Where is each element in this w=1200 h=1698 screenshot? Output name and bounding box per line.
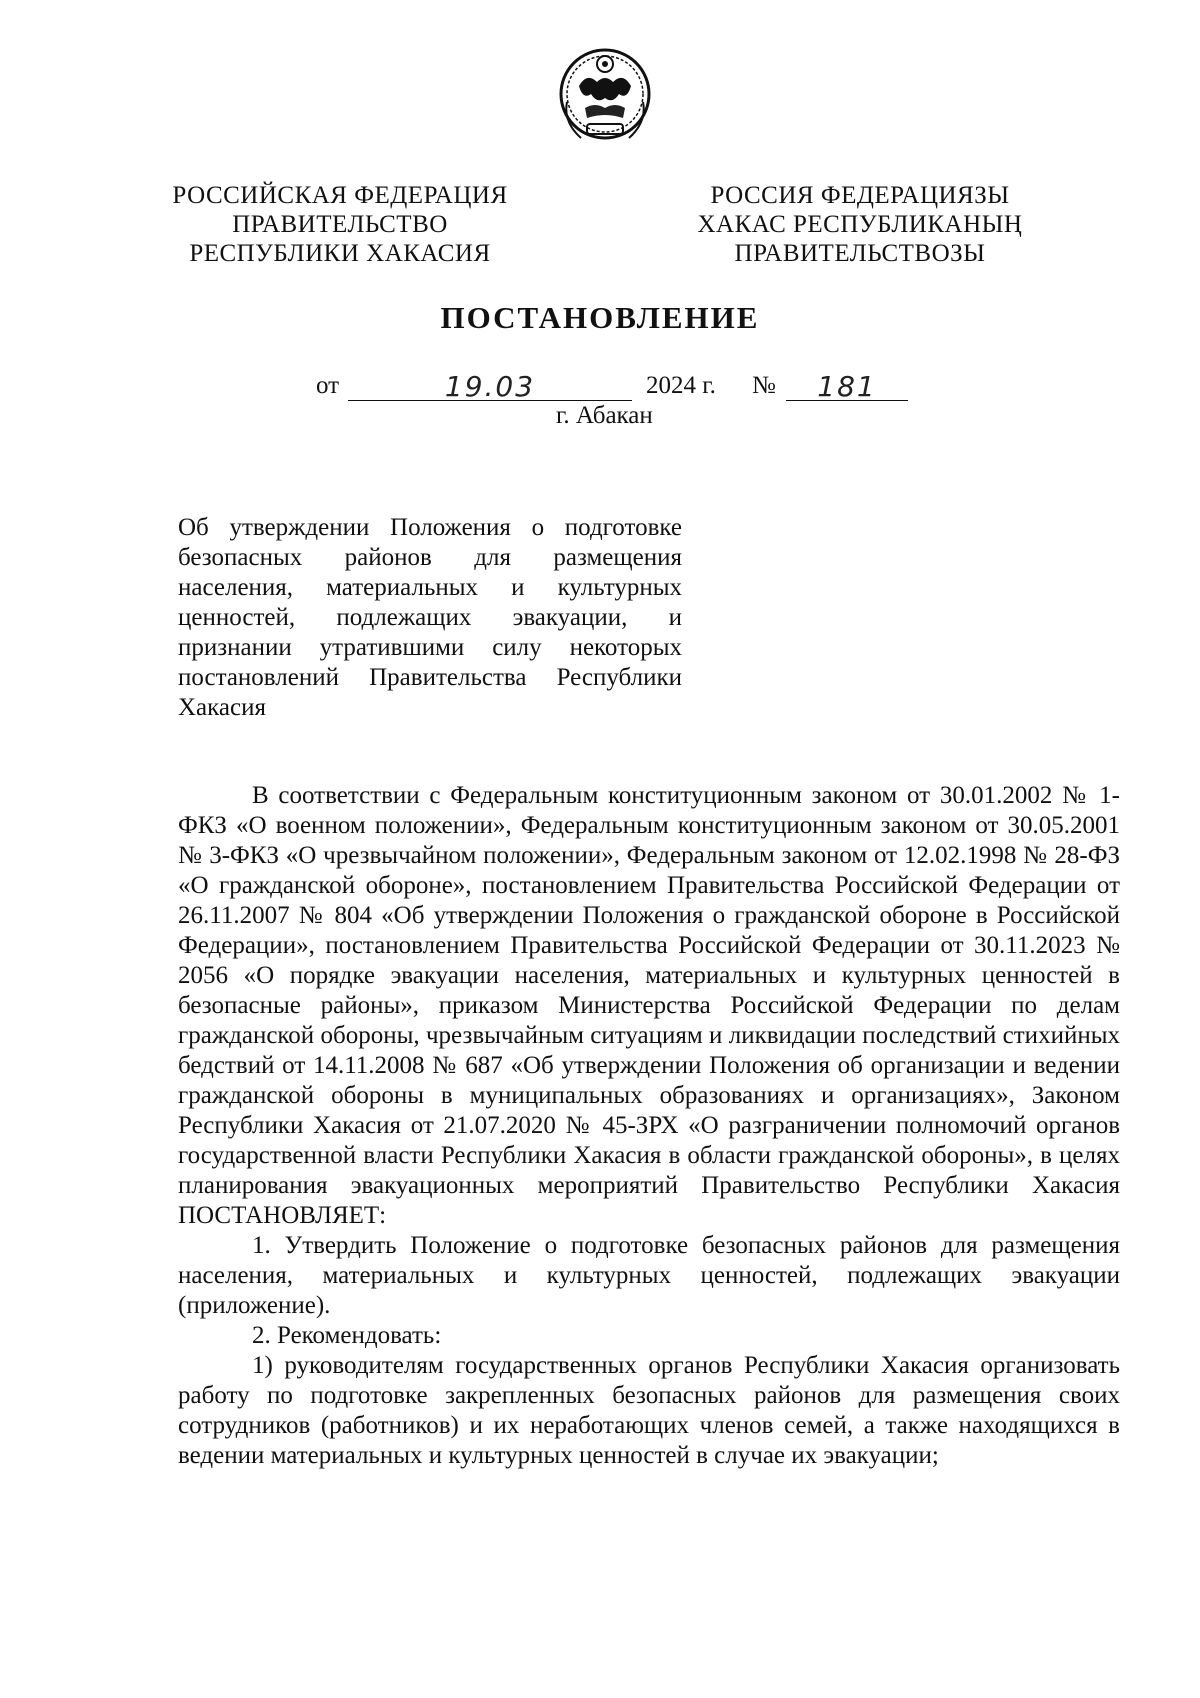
- header-right-line: РОССИЯ ФЕДЕРАЦИЯЗЫ: [710, 182, 1010, 209]
- document-title: ПОСТАНОВЛЕНИЕ: [440, 300, 760, 335]
- date-year: 2024 г.: [646, 372, 716, 399]
- header-right: [680, 181, 1040, 268]
- number-field: [786, 370, 908, 401]
- body-paragraph-preamble: В соответствии с Федеральным конституционным законом от 30.01.2002 № 1-ФКЗ «О военном положении», Федеральным конституционным законом от 30.05.2001 № 3-ФКЗ «О чрезвычайном положении», Федеральным законом от 12.02.1998 № 28-ФЗ «О гражданской обороне», постановлением Правительства Российской Федерации от 26.11.2007 № 804 «Об утверждении Положения о гражданской обороне в Российской Федерации», постановлением Правительства Российской Федерации от 30.11.2023 № 2056 «О порядке эвакуации населения, материальных и культурных ценностей в безопасные районы», приказом Министерства Российской Федерации по делам гражданской обороны, чрезвычайным ситуациям и ликвидации последствий стихийных бедствий от 14.11.2008 № 687 «Об утверждении Положения об организации и ведении гражданской обороны в муниципальных образованиях и организациях», Законом Республики Хакасия от 21.07.2020 № 45-ЗРХ «О разграничении полномочий органов государственной власти Республики Хакасия в области гражданской обороны», в целях планирования эвакуационных мероприятий Правительство Республики Хакасия ПОСТАНОВЛЯЕТ:: [178, 782, 1120, 1229]
- number-handwritten: 181: [817, 370, 877, 403]
- header-left-line: РОССИЙСКАЯ ФЕДЕРАЦИЯ: [172, 182, 508, 209]
- body-paragraph-item-1: 1. Утвердить Положение о подготовке безопасных районов для размещения населения, материальных и культурных ценностей, подлежащих эвакуации (приложение).: [178, 1232, 1120, 1319]
- body-paragraph-item-2-1: 1) руководителям государственных органов Республики Хакасия организовать работу по подготовке закрепленных безопасных районов для размещения своих сотрудников (работников) и их неработающих членов семей, а также находящихся в ведении материальных и культурных ценностей в случае их эвакуации;: [178, 1352, 1120, 1469]
- document-body: [178, 781, 1120, 1471]
- body-paragraph-item-2: 2. Рекомендовать:: [252, 1322, 442, 1349]
- city: г. Абакан: [556, 402, 653, 429]
- date-field: [348, 370, 632, 401]
- date-from-label: от: [316, 372, 340, 399]
- number-label: №: [752, 372, 776, 399]
- header-left-line: РЕСПУБЛИКИ ХАКАСИЯ: [189, 240, 491, 267]
- header-left-line: ПРАВИТЕЛЬСТВО: [232, 211, 448, 238]
- document-subject: Об утверждении Положения о подготовке безопасных районов для размещения населения, материальных и культурных ценностей, подлежащих эвакуации, и признании утратившими силу некоторых постановлений Правительства Республики Хакасия: [178, 514, 682, 721]
- header-left: [160, 181, 520, 268]
- header-right-line: ХАКАС РЕСПУБЛИКАНЫҢ: [697, 211, 1023, 238]
- khakassia-emblem-icon: [557, 42, 653, 150]
- header-right-line: ПРАВИТЕЛЬСТВОЗЫ: [734, 240, 986, 267]
- date-handwritten: 19.03: [444, 370, 536, 403]
